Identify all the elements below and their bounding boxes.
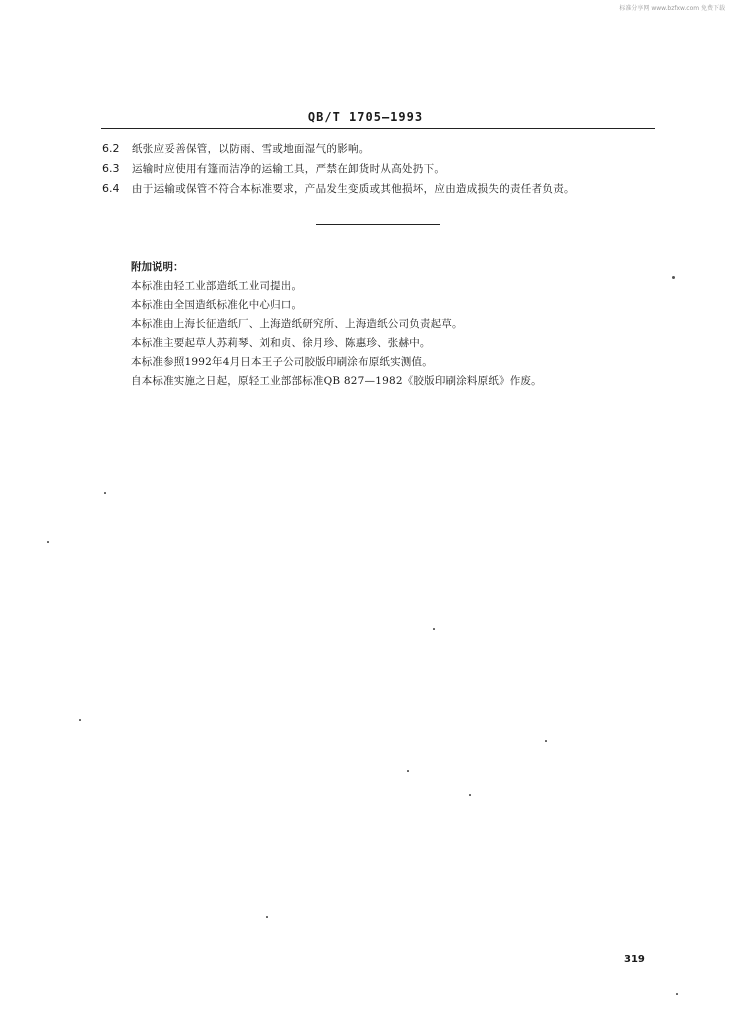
note-line: 本标准参照1992年4月日本王子公司胶版印刷涂布原纸实测值。	[131, 356, 433, 368]
clause-item	[102, 161, 662, 181]
scan-speck	[433, 628, 435, 630]
note-line: 本标准主要起草人苏莉琴、刘和贞、徐月珍、陈惠珍、张赫中。	[131, 337, 431, 349]
clause-number: 6.3	[102, 162, 120, 175]
scan-speck	[469, 794, 471, 796]
additional-notes	[131, 257, 651, 391]
notes-title: 附加说明：	[131, 261, 184, 273]
standard-code-header: QB/T 1705—1993	[307, 110, 424, 124]
note-line: 本标准由轻工业部造纸工业司提出。	[131, 280, 303, 292]
scan-speck	[672, 276, 675, 279]
scan-speck	[79, 719, 81, 721]
clause-number: 6.4	[102, 182, 120, 195]
note-line: 本标准由上海长征造纸厂、上海造纸研究所、上海造纸公司负责起草。	[131, 318, 463, 330]
scan-speck	[266, 916, 268, 918]
watermark-text: 标准分享网 www.bzfxw.com 免费下载	[619, 5, 725, 12]
note-line: 本标准由全国造纸标准化中心归口。	[131, 299, 303, 311]
scan-speck	[407, 770, 409, 772]
clause-list	[102, 141, 662, 201]
clause-item	[102, 141, 662, 161]
clause-text: 纸张应妥善保管，以防雨、雪或地面湿气的影响。	[132, 143, 370, 155]
clause-number: 6.2	[102, 142, 120, 155]
scan-speck	[545, 740, 547, 742]
end-of-standard-rule	[316, 224, 440, 225]
scan-speck	[104, 492, 106, 494]
clause-item	[102, 181, 662, 201]
header-rule	[101, 128, 655, 129]
clause-text: 运输时应使用有篷而洁净的运输工具，严禁在卸货时从高处扔下。	[132, 163, 446, 175]
note-line: 自本标准实施之日起，原轻工业部部标准QB 827—1982《胶版印刷涂料原纸》作废。	[131, 375, 542, 387]
clause-text: 由于运输或保管不符合本标准要求，产品发生变质或其他损坏，应由造成损失的责任者负责。	[132, 183, 575, 195]
scan-speck	[676, 993, 678, 995]
scan-speck	[47, 541, 49, 543]
page-number: 319	[624, 954, 645, 965]
